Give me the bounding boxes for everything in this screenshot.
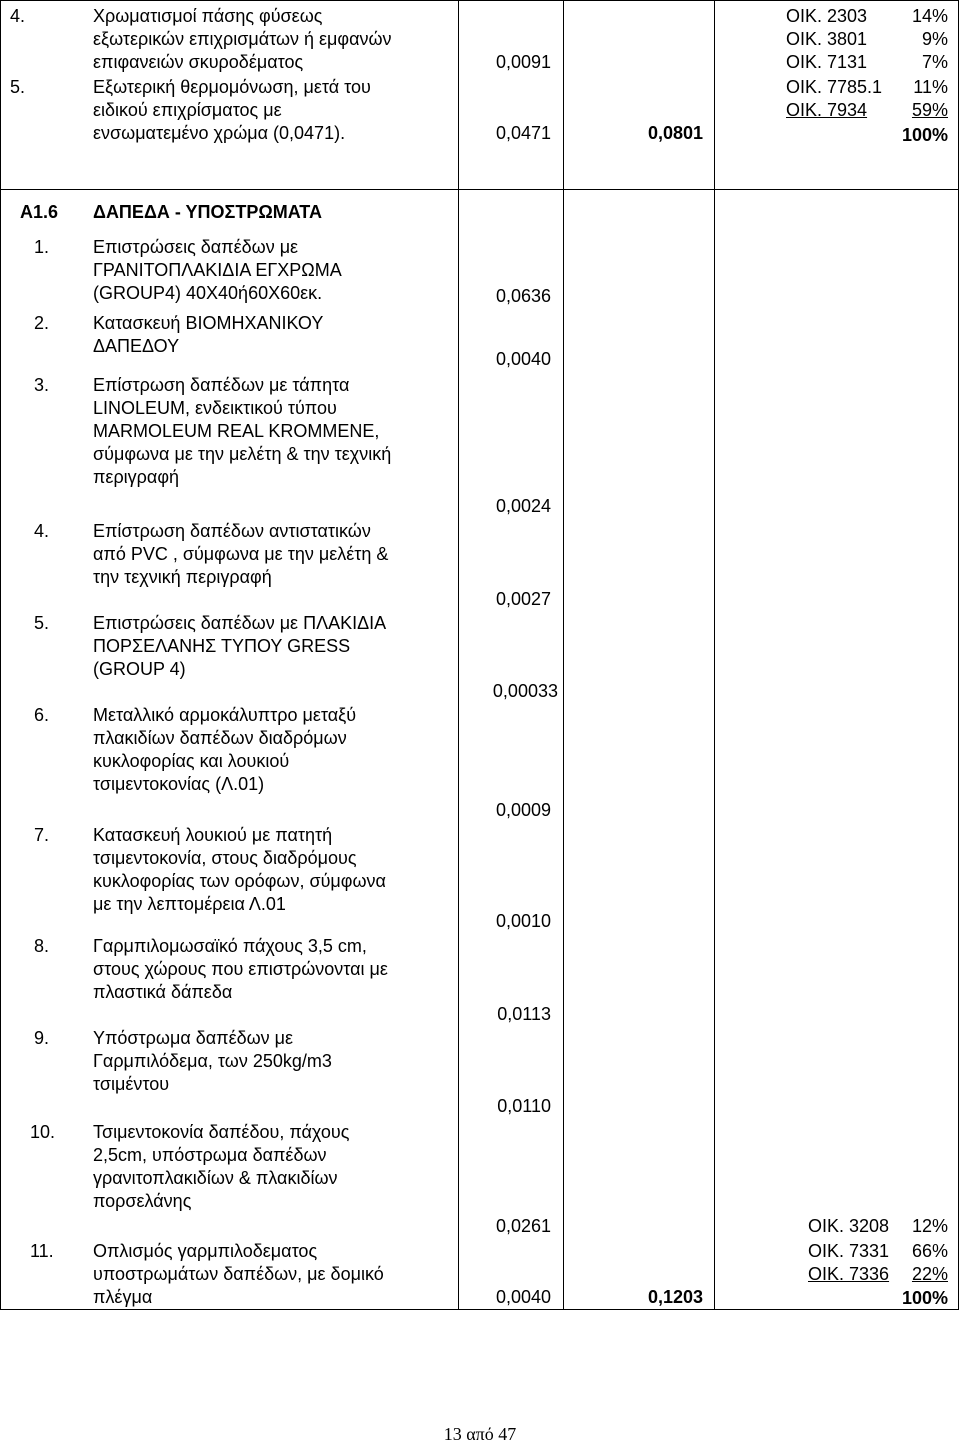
- item-desc-line: ΠΟΡΣΕΛΑΝΗΣ ΤΥΠΟΥ GRESS: [93, 636, 351, 656]
- oik-code: ΟΙΚ. 7131: [786, 52, 868, 72]
- item-value: 0,0636: [495, 286, 551, 306]
- page-number: 13 από 47: [443, 1424, 517, 1444]
- table-border-col-2: [563, 0, 564, 1310]
- item-number: 7.: [34, 825, 50, 845]
- item-value: 0,0110: [497, 1096, 551, 1116]
- item-desc-line: πλαστικά δάπεδα: [93, 982, 233, 1002]
- item-number: 9.: [34, 1028, 50, 1048]
- oik-total: 100%: [901, 125, 948, 145]
- item-desc-line: με την λεπτομέρεια Λ.01: [93, 894, 286, 914]
- item-desc-line: (GROUP4) 40X40ή60Χ60εκ.: [93, 283, 323, 303]
- oik-percent: 14%: [911, 6, 948, 26]
- item-desc-line: υποστρωμάτων δαπέδων, με δομικό: [93, 1264, 384, 1284]
- item-desc-line: Επίστρωση δαπέδων με τάπητα: [93, 375, 350, 395]
- oik-percent: 66%: [911, 1241, 948, 1261]
- item-desc-line: τσιμέντου: [93, 1074, 170, 1094]
- item-value: 0,0091: [495, 52, 551, 72]
- item-value: 0,0010: [495, 911, 551, 931]
- item-number: 3.: [34, 375, 50, 395]
- table-border-left: [0, 0, 1, 1310]
- item-desc-line: Επιστρώσεις δαπέδων με ΠΛΑΚΙΔΙΑ: [93, 613, 387, 633]
- item-desc-line: Επίστρωση δαπέδων αντιστατικών: [93, 521, 371, 541]
- item-desc-line: Υπόστρωμα δαπέδων με: [93, 1028, 294, 1048]
- item-number: 1.: [34, 237, 50, 257]
- item-number: 11.: [30, 1241, 54, 1261]
- item-desc-line: Κατασκευή λουκιού με πατητή: [93, 825, 333, 845]
- item-desc-line: κυκλοφορίας των ορόφων, σύμφωνα: [93, 871, 386, 891]
- item-value: 0,0024: [495, 496, 551, 516]
- oik-percent: 9%: [921, 29, 948, 49]
- item-number: 5.: [10, 77, 26, 97]
- item-desc-line: MARMOLEUM REAL KROMMENE,: [93, 421, 380, 441]
- item-desc-line: γρανιτοπλακιδίων & πλακιδίων: [93, 1168, 338, 1188]
- oik-percent: 12%: [911, 1216, 948, 1236]
- item-desc-line: ΓΡΑΝΙΤΟΠΛΑΚΙΔΙΑ ΕΓΧΡΩΜΑ: [93, 260, 342, 280]
- item-desc-line: Γαρμπιλόδεμα, των 250kg/m3: [93, 1051, 332, 1071]
- item-desc-line: στους χώρους που επιστρώνονται με: [93, 959, 388, 979]
- item-number: 8.: [34, 936, 50, 956]
- item-value: 0,0113: [497, 1004, 551, 1024]
- item-desc-line: πλέγμα: [93, 1287, 153, 1307]
- oik-code: ΟΙΚ. 2303: [786, 6, 868, 26]
- item-desc-line: πορσελάνης: [93, 1191, 192, 1211]
- row-divider: [0, 189, 959, 190]
- item-desc-line: Γαρμπιλομωσαϊκό πάχους 3,5 cm,: [93, 936, 367, 956]
- subtotal-value: 0,1203: [647, 1287, 703, 1307]
- item-desc-line: Κατασκευή ΒΙΟΜΗΧΑΝΙΚΟΥ: [93, 313, 324, 333]
- item-desc-line: Τσιμεντοκονία δαπέδου, πάχους: [93, 1122, 350, 1142]
- item-desc-line: τσιμεντοκονία, στους διαδρόμους: [93, 848, 357, 868]
- oik-percent: 22%: [911, 1264, 948, 1284]
- item-desc-line: κυκλοφορίας και λουκιού: [93, 751, 290, 771]
- item-desc-line: LINOLEUM, ενδεικτικού τύπου: [93, 398, 337, 418]
- item-desc-line: ΔΑΠΕΔΟΥ: [93, 336, 180, 356]
- item-desc-line: την τεχνική περιγραφή: [93, 567, 272, 587]
- item-desc-line: ειδικού επιχρίσματος με: [93, 100, 282, 120]
- item-number: 10.: [30, 1122, 56, 1142]
- oik-code: ΟΙΚ. 7934: [786, 100, 868, 120]
- oik-percent: 7%: [921, 52, 948, 72]
- item-desc-line: Εξωτερική θερμομόνωση, μετά του: [93, 77, 371, 97]
- item-desc-line: Μεταλλικό αρμοκάλυπτρο μεταξύ: [93, 705, 357, 725]
- item-desc-line: περιγραφή: [93, 467, 180, 487]
- oik-percent: 11%: [913, 77, 948, 97]
- section-title: ΔΑΠΕΔΑ - ΥΠΟΣΤΡΩΜΑΤΑ: [93, 202, 322, 222]
- oik-code: ΟΙΚ. 7336: [808, 1264, 890, 1284]
- table-border-bottom: [0, 1309, 959, 1310]
- item-desc-line: ενσωματεμένο χρώμα (0,0471).: [93, 123, 346, 143]
- table-border-right: [958, 0, 959, 1310]
- item-desc-line: πλακιδίων δαπέδων διαδρόμων: [93, 728, 347, 748]
- item-desc-line: Επιστρώσεις δαπέδων με: [93, 237, 299, 257]
- item-desc-line: εξωτερικών επιχρισμάτων ή εμφανών: [93, 29, 392, 49]
- item-desc-line: σύμφωνα με την μελέτη & την τεχνική: [93, 444, 392, 464]
- item-desc-line: Οπλισμός γαρμπιλοδεματος: [93, 1241, 318, 1261]
- item-value: 0,0027: [495, 589, 551, 609]
- oik-code: ΟΙΚ. 3801: [786, 29, 868, 49]
- item-value: 0,0040: [495, 1287, 551, 1307]
- item-value: 0,00033: [492, 681, 558, 701]
- item-desc-line: τσιμεντοκονίας (Λ.01): [93, 774, 265, 794]
- item-desc-line: (GROUP 4): [93, 659, 186, 679]
- item-number: 2.: [34, 313, 50, 333]
- item-number: 4.: [34, 521, 50, 541]
- item-desc-line: από PVC , σύμφωνα με την μελέτη &: [93, 544, 389, 564]
- oik-total: 100%: [901, 1288, 948, 1308]
- section-code: Α1.6: [20, 202, 59, 222]
- item-value: 0,0471: [495, 123, 551, 143]
- item-number: 4.: [10, 6, 26, 26]
- table-border-col-3: [714, 0, 715, 1310]
- item-desc-line: επιφανειών σκυροδέματος: [93, 52, 304, 72]
- subtotal-value: 0,0801: [647, 123, 703, 143]
- item-number: 5.: [34, 613, 50, 633]
- item-desc-line: 2,5cm, υπόστρωμα δαπέδων: [93, 1145, 327, 1165]
- item-desc-line: Χρωματισμοί πάσης φύσεως: [93, 6, 323, 26]
- oik-percent: 59%: [911, 100, 948, 120]
- table-border-top: [0, 0, 959, 1]
- oik-code: ΟΙΚ. 7785.1: [786, 77, 883, 97]
- item-value: 0,0040: [495, 349, 551, 369]
- oik-code: ΟΙΚ. 3208: [808, 1216, 890, 1236]
- item-number: 6.: [34, 705, 50, 725]
- item-value: 0,0261: [495, 1216, 551, 1236]
- oik-code: ΟΙΚ. 7331: [808, 1241, 890, 1261]
- item-value: 0,0009: [495, 800, 551, 820]
